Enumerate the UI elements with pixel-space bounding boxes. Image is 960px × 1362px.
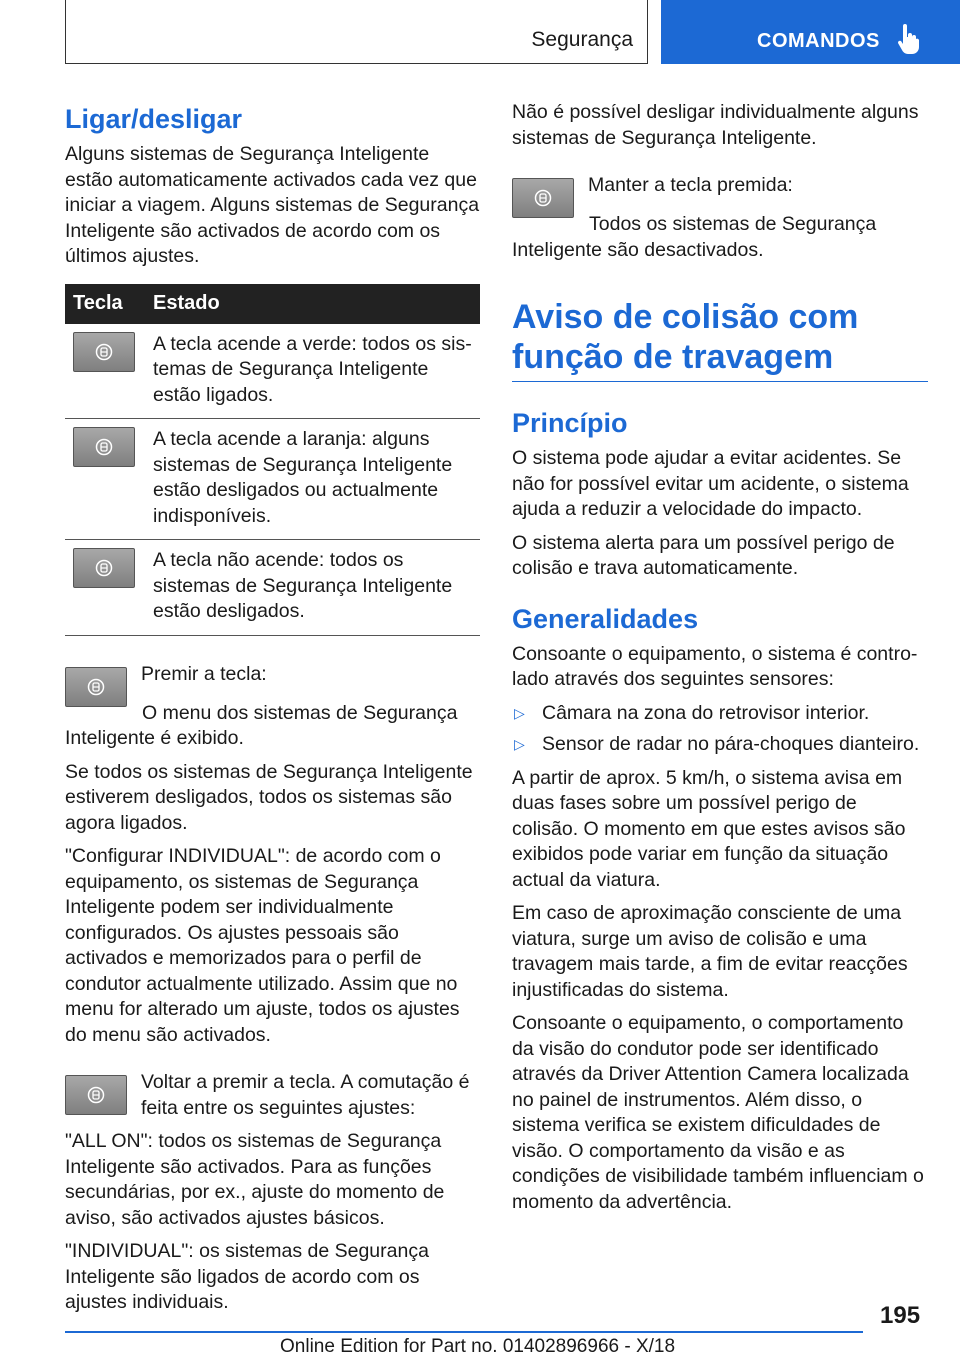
section-title-collision-warning: Aviso de colisão com função de travagem [512, 297, 928, 382]
principio-paragraph-2: O sistema alerta para um possível perigo de colisão e trava automaticamente. [512, 531, 895, 579]
safety-assist-icon [95, 343, 113, 361]
key-state-table [65, 284, 480, 636]
footer-divider [65, 1331, 863, 1333]
sensor-list [512, 701, 928, 758]
safety-assist-icon [87, 1086, 105, 1104]
bullet-triangle-icon: ▷ [514, 736, 525, 752]
left-column [65, 100, 480, 1324]
heading-ligar-desligar: Ligar/desligar [65, 104, 243, 134]
footer-edition: Online Edition for Part no. 01402896966 - X/18 [280, 1336, 676, 1357]
paragraph-all-off: Se todos os sistemas de Segurança Inteligente estiverem desligados, todos os sistemas são agora ligados. [65, 760, 473, 834]
heading-principio: Princípio [512, 408, 628, 438]
general-paragraph-2: A partir de aprox. 5 km/h, o sistema avisa em duas fases sobre um possível perigo de colisão. O momento em que estes avisos são exibidos pode variar em função da situação actual da viatura. [512, 766, 906, 891]
press-again-instruction [65, 1070, 480, 1129]
header-section-title: Segurança [531, 28, 633, 51]
list-item-text: Sensor de radar no pára-choques dianteiro. [542, 733, 920, 755]
list-item-text: Câmara na zona do retrovisor interior. [542, 701, 870, 724]
header-chapter-title: COMANDOS [757, 30, 880, 52]
list-item [512, 701, 928, 727]
general-paragraph-1: Consoante o equipamento, o sistema é controlado através dos seguintes sensores: [512, 642, 918, 690]
list-item [512, 732, 928, 758]
safety-assist-icon [95, 438, 113, 456]
heading-generalidades: Generalidades [512, 603, 699, 634]
paragraph-not-possible: Não é possível desligar individualmente alguns sistemas de Segurança Inteligente. [512, 101, 919, 149]
press-again-text: Voltar a premir a tecla. A comutação é feita entre os seguintes ajustes: [141, 1071, 470, 1119]
safety-key-button [73, 332, 135, 372]
table-row [65, 324, 480, 419]
paragraph-individual-config: "Configurar INDIVIDUAL": de acordo com o equipamento, os sistemas de Segurança Inteligente podem ser individualmente configurados. Os ajustes pessoais são activados e memorizados para o perfil de condutor actualmente utilizado. Assim que no menu for alterado um ajuste, todos os ajustes do menu são activados. [65, 845, 460, 1046]
right-column [512, 100, 928, 1223]
header-chapter-box [661, 0, 960, 64]
table-header-state: Estado [145, 284, 480, 324]
paragraph-all-on: "ALL ON": todos os sistemas de Segurança Inteligente são activados. Para as funções secundárias, por ex., ajuste do momento de aviso, são activados ajustes básicos. [65, 1130, 445, 1229]
intro-paragraph: Alguns sistemas de Segurança Inteligente estão automaticamente activados cada vez que iniciar a viagem. Alguns sistemas de Segurança Inteligente são activados de acordo com os últimos ajustes. [65, 143, 480, 267]
page-number: 195 [880, 1302, 921, 1329]
general-paragraph-3: Em caso de aproximação consciente de uma viatura, surge um aviso de colisão e uma travagem mais tarde, a fim de evitar reacções injustificadas do sistema. [512, 902, 908, 1001]
safety-assist-icon [534, 189, 552, 207]
bullet-triangle-icon: ▷ [514, 704, 525, 721]
hold-key-label: Manter a tecla premida: [588, 174, 793, 196]
press-key-result: O menu dos sistemas de Segurança Inteligente é exibido. [65, 701, 458, 749]
principio-paragraph-1: O sistema pode ajudar a evitar acidentes. Se não for possível evitar um acidente, o sistema ajuda a reduzir a velocidade do impacto. [512, 447, 909, 520]
safety-assist-icon [95, 559, 113, 577]
safety-key-button [512, 178, 574, 218]
table-cell-state: A tecla acende a laranja: alguns sistemas de Segurança Inteligente estão desligados ou actualmente indisponíveis. [145, 419, 480, 540]
hold-key-result: Todos os sistemas de Segurança Inteligente são desactivados. [512, 213, 877, 261]
safety-key-button [73, 427, 135, 467]
paragraph-individual: "INDIVIDUAL": os sistemas de Segurança Inteligente são ligados de acordo com os ajustes individuais. [65, 1240, 429, 1313]
table-row [65, 419, 480, 540]
press-key-label: Premir a tecla: [141, 662, 267, 685]
table-cell-state: A tecla não acende: todos os sistemas de Segurança Inteligente estão desligados. [145, 540, 480, 636]
pointing-hand-icon [897, 24, 921, 54]
header-section-box [65, 0, 648, 64]
safety-assist-icon [87, 678, 105, 696]
safety-key-button [73, 548, 135, 588]
general-paragraph-4: Consoante o equipamento, o comportamento da visão do condutor pode ser identificado através da Driver Attention Camera localizada no painel de instrumentos. Além disso, o sistema verifica se existem dificuldades de visão. O comportamento da visão e as condições de visibilidade também influenciam o momento da advertência. [512, 1012, 924, 1213]
table-cell-state: A tecla acende a verde: todos os sistemas de Segurança Inteligente estão ligados. [145, 324, 480, 419]
safety-key-button [65, 667, 127, 707]
safety-key-button [65, 1075, 127, 1115]
table-header-key: Tecla [65, 284, 145, 324]
table-row [65, 540, 480, 636]
